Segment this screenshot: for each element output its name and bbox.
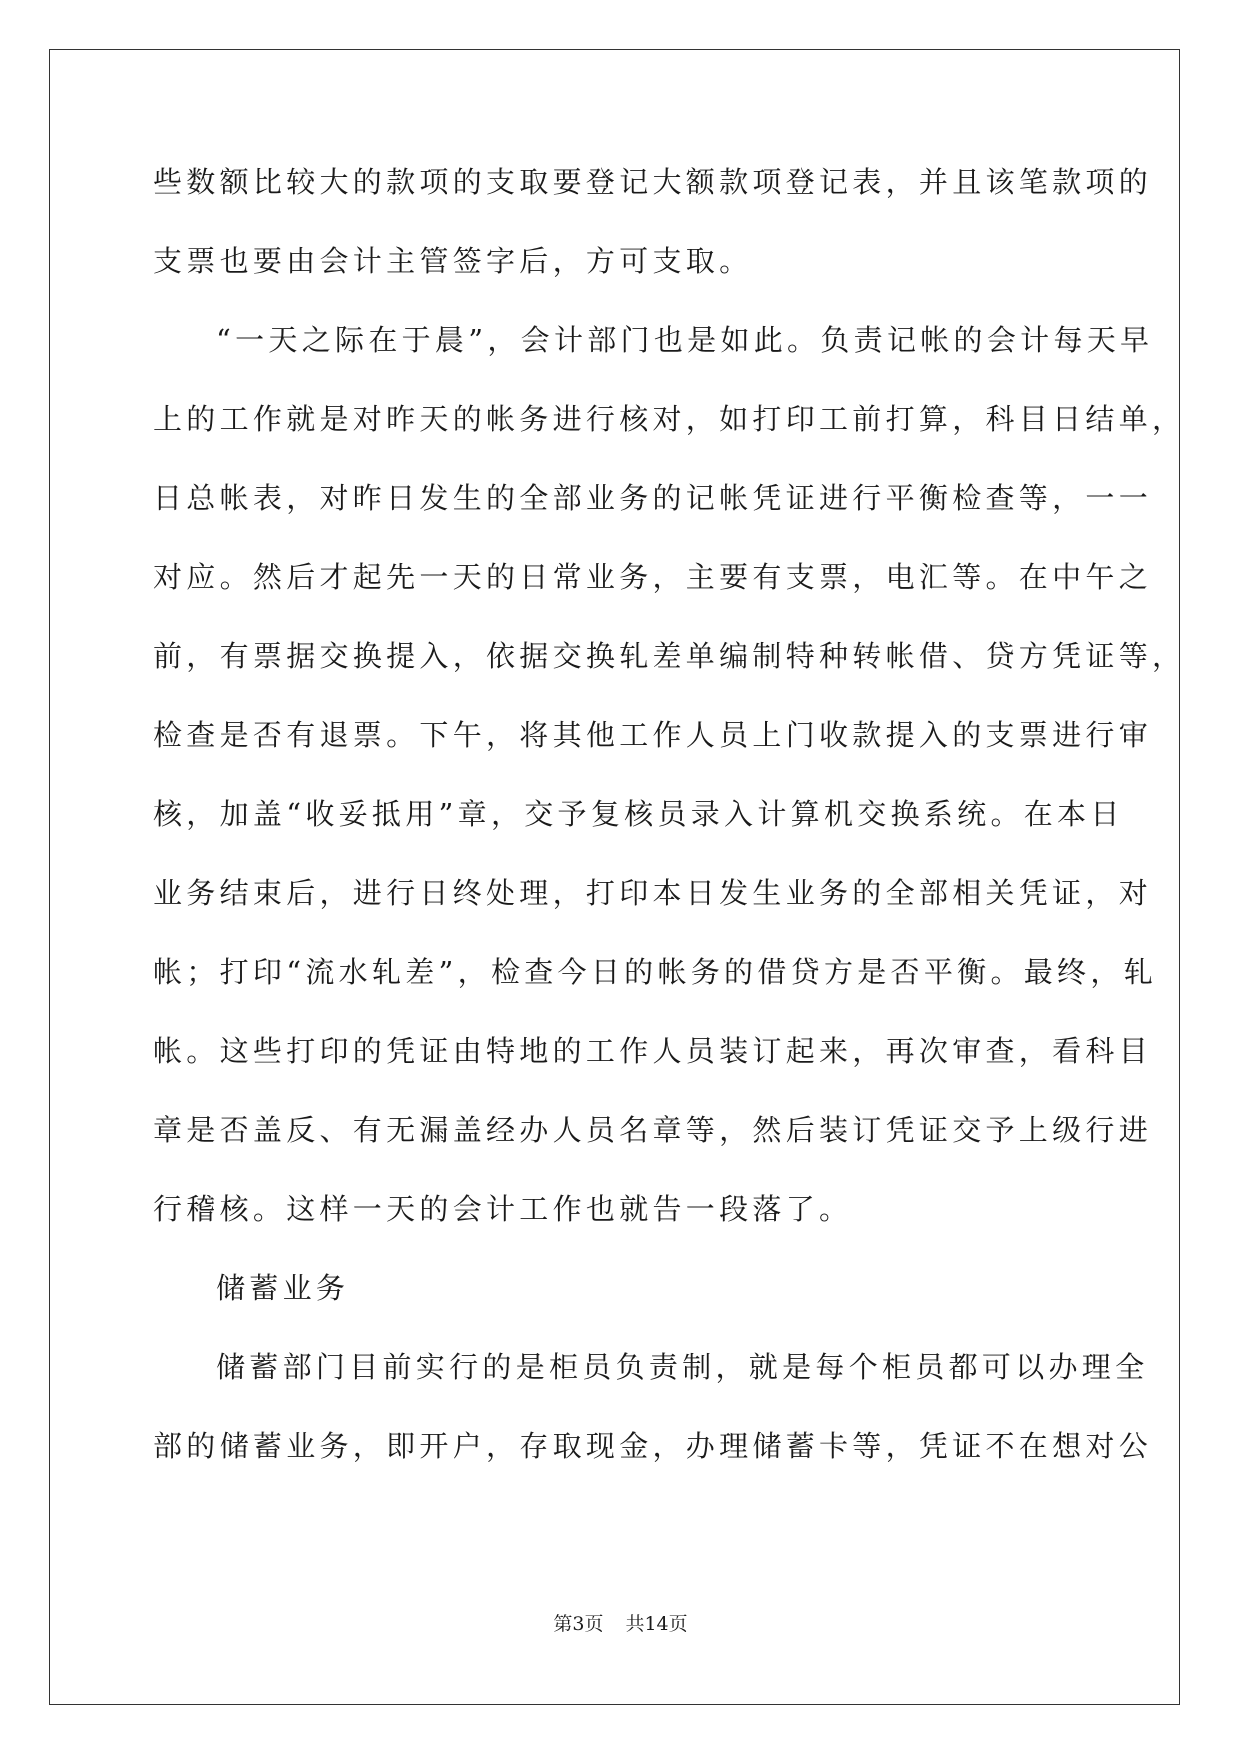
text-line: 上的工作就是对昨天的帐务进行核对，如打印工前打算，科目日结单，	[153, 402, 1186, 436]
text-line: 核，加盖“收妥抵用”章，交予复核员录入计算机交换系统。在本日	[153, 797, 1124, 831]
text-line: 帐。这些打印的凭证由特地的工作人员装订起来，再次审查，看科目	[153, 1034, 1153, 1068]
text-line: 行稽核。这样一天的会计工作也就告一段落了。	[153, 1192, 853, 1226]
page-footer	[0, 1609, 1241, 1636]
section-heading: 储蓄业务	[216, 1271, 350, 1305]
text-line: 业务结束后，进行日终处理，打印本日发生业务的全部相关凭证，对	[153, 876, 1153, 910]
text-line: 储蓄部门目前实行的是柜员负责制，就是每个柜员都可以办理全	[216, 1350, 1149, 1384]
page-total: 共14页	[625, 1613, 688, 1635]
page-number: 第3页	[553, 1613, 604, 1635]
text-line: 章是否盖反、有无漏盖经办人员名章等，然后装订凭证交予上级行进	[153, 1113, 1153, 1147]
text-line: 对应。然后才起先一天的日常业务，主要有支票，电汇等。在中午之	[153, 560, 1153, 594]
text-line: 些数额比较大的款项的支取要登记大额款项登记表，并且该笔款项的	[153, 165, 1153, 199]
text-line: 支票也要由会计主管签字后，方可支取。	[153, 244, 753, 278]
text-line: “一天之际在于晨”，会计部门也是如此。负责记帐的会计每天早	[216, 323, 1154, 357]
text-line: 前，有票据交换提入，依据交换轧差单编制特种转帐借、贷方凭证等，	[153, 639, 1186, 673]
document-body	[153, 162, 1186, 1505]
text-line: 帐；打印“流水轧差”，检查今日的帐务的借贷方是否平衡。最终，轧	[153, 955, 1157, 989]
text-line: 检查是否有退票。下午，将其他工作人员上门收款提入的支票进行审	[153, 718, 1153, 752]
text-line: 部的储蓄业务，即开户，存取现金，办理储蓄卡等，凭证不在想对公	[153, 1429, 1153, 1463]
text-line: 日总帐表，对昨日发生的全部业务的记帐凭证进行平衡检查等，一一	[153, 481, 1153, 515]
